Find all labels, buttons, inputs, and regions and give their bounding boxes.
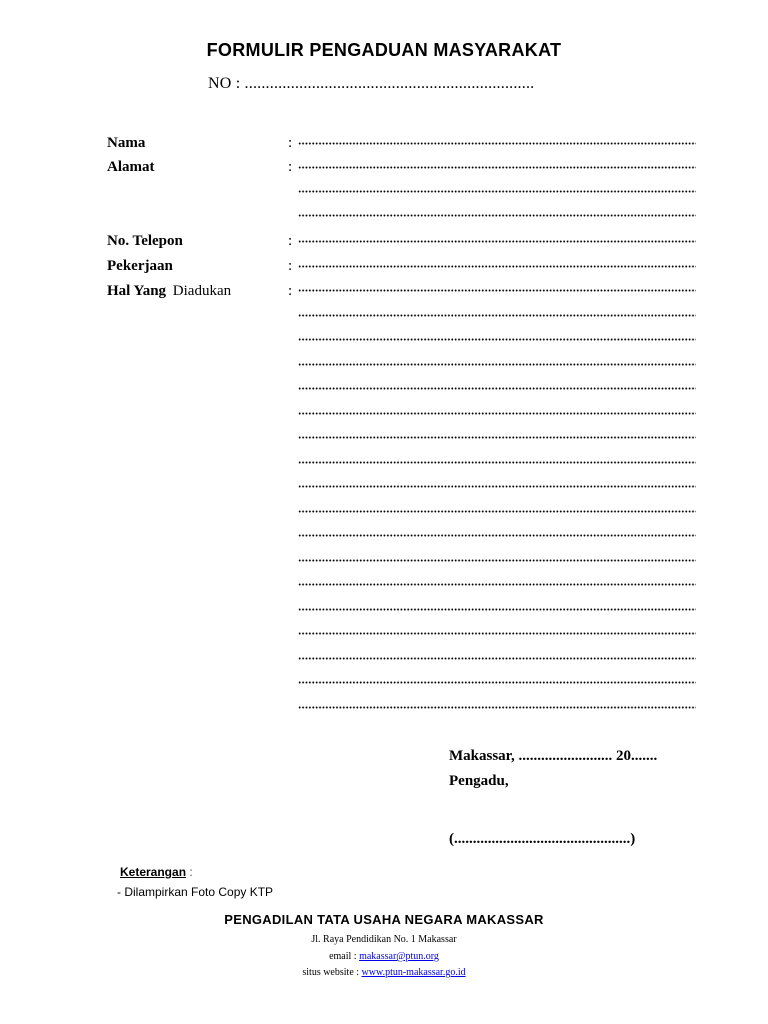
colon-telepon: : <box>288 233 293 249</box>
footer-email-link[interactable]: makassar@ptun.org <box>359 951 439 962</box>
form-title: FORMULIR PENGADUAN MASYARAKAT <box>206 40 562 60</box>
signature-role: Pengadu, <box>449 773 509 789</box>
field-complaint-line[interactable] <box>298 559 696 569</box>
field-alamat-line[interactable] <box>298 214 696 224</box>
footer-website-row <box>0 967 768 978</box>
notes-colon: : <box>189 865 193 879</box>
footer-website-label: situs website : <box>302 967 360 978</box>
notes-heading-text: Keterangan <box>120 865 187 879</box>
field-complaint-line[interactable] <box>298 706 696 716</box>
field-telepon-line[interactable] <box>298 240 696 250</box>
colon-nama: : <box>288 135 293 151</box>
field-complaint-line[interactable] <box>298 657 696 667</box>
footer-address: Jl. Raya Pendidikan No. 1 Makassar <box>311 934 457 945</box>
label-telepon: No. Telepon <box>107 233 183 249</box>
field-complaint-line[interactable] <box>298 485 696 495</box>
footer-website-link[interactable]: www.ptun-makassar.go.id <box>361 967 466 978</box>
label-pekerjaan: Pekerjaan <box>107 258 173 274</box>
form-number-line: NO : ..................................................................... <box>208 75 535 92</box>
field-complaint-line[interactable] <box>298 608 696 618</box>
field-pekerjaan-line[interactable] <box>298 265 696 275</box>
field-complaint-line[interactable] <box>298 534 696 544</box>
field-complaint-line[interactable] <box>298 412 696 422</box>
signature-place-date: Makassar, ......................... 20....... <box>449 748 658 764</box>
label-alamat: Alamat <box>107 159 155 175</box>
field-complaint-line[interactable] <box>298 632 696 642</box>
label-diadukan: Diadukan <box>172 283 232 299</box>
field-complaint-line[interactable] <box>298 510 696 520</box>
label-hal-yang-diadukan <box>107 283 231 300</box>
colon-pekerjaan: : <box>288 258 293 274</box>
footer-email-row <box>0 951 768 962</box>
field-complaint-line[interactable] <box>298 681 696 691</box>
colon-alamat: : <box>288 159 293 175</box>
field-nama-line[interactable] <box>298 142 696 152</box>
field-complaint-line[interactable] <box>298 583 696 593</box>
colon-hal: : <box>288 283 293 299</box>
field-complaint-line[interactable] <box>298 314 696 324</box>
footer-email-label: email : <box>329 951 357 962</box>
signature-name-blank: (...............................................) <box>449 831 636 847</box>
field-complaint-line[interactable] <box>298 363 696 373</box>
field-alamat-line[interactable] <box>298 166 696 176</box>
field-alamat-line[interactable] <box>298 190 696 200</box>
field-complaint-line[interactable] <box>298 289 696 299</box>
footer-org-name: PENGADILAN TATA USAHA NEGARA MAKASSAR <box>224 912 544 927</box>
label-hal-yang: Hal Yang <box>107 283 167 299</box>
label-nama: Nama <box>107 135 146 151</box>
notes-item: - Dilampirkan Foto Copy KTP <box>117 885 274 899</box>
field-complaint-line[interactable] <box>298 461 696 471</box>
field-complaint-line[interactable] <box>298 387 696 397</box>
field-complaint-line[interactable] <box>298 436 696 446</box>
notes-heading <box>120 865 193 879</box>
field-complaint-line[interactable] <box>298 338 696 348</box>
